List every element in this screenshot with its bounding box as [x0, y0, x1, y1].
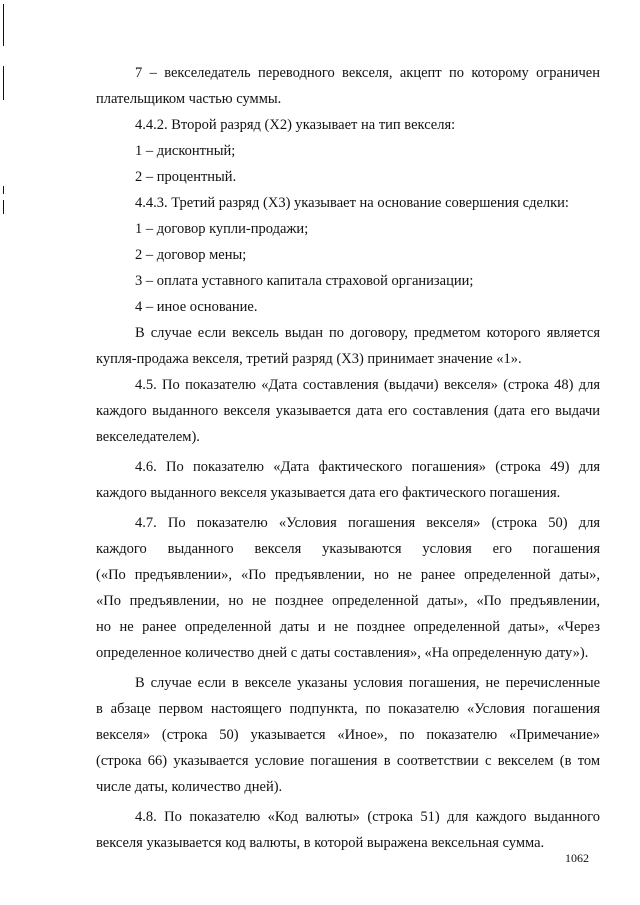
page-number: 1062: [565, 851, 589, 865]
text-line: (строка 66) указывается условие погашения в соответствии с векселем (в том: [96, 753, 600, 769]
text-line: в абзаце первом настоящего подпункта, по показателю «Условия погашения: [96, 701, 600, 717]
text-line: 4.6. По показателю «Дата фактического погашения» (строка 49) для: [135, 459, 600, 475]
text-line: «По предъявлении, но не позднее определенной даты», «По предъявлении,: [96, 593, 600, 609]
text-line: плательщиком частью суммы.: [96, 91, 282, 107]
margin-mark: [3, 200, 4, 214]
text-line: 7 – векселедатель переводного векселя, акцепт по которому ограничен: [135, 65, 600, 81]
text-line: 4 – иное основание.: [135, 299, 258, 315]
text-line: купля-продажа векселя, третий разряд (Х3) принимает значение «1».: [96, 351, 522, 367]
text-line: векселедателем).: [96, 429, 200, 445]
text-line: 4.4.2. Второй разряд (Х2) указывает на тип векселя:: [135, 117, 456, 133]
text-line: 2 – процентный.: [135, 169, 237, 185]
text-line: определенное количество дней с даты составления», «На определенную дату»).: [96, 645, 589, 661]
text-line: каждого выданного векселя указывается дата его фактического погашения.: [96, 485, 561, 501]
text-line: каждого выданного векселя указывается дата его составления (дата его выдачи: [96, 403, 600, 419]
text-line: числе даты, количество дней).: [96, 779, 283, 795]
text-line: каждого выданного векселя указываются условия его погашения: [96, 541, 600, 557]
text-line: 1 – договор купли-продажи;: [135, 221, 309, 237]
text-line: 4.8. По показателю «Код валюты» (строка 51) для каждого выданного: [135, 809, 600, 825]
text-line: векселя» (строка 50) указывается «Иное», по показателю «Примечание»: [96, 727, 600, 743]
text-line: 4.7. По показателю «Условия погашения векселя» (строка 50) для: [135, 515, 600, 531]
text-line: В случае если вексель выдан по договору, предметом которого является: [135, 325, 600, 341]
margin-mark: [3, 186, 4, 194]
text-line: 3 – оплата уставного капитала страховой организации;: [135, 273, 474, 289]
text-line: но не ранее определенной даты и не позднее определенной даты», «Через: [96, 619, 600, 635]
text-line: 2 – договор мены;: [135, 247, 247, 263]
body-text: [96, 60, 600, 856]
text-line: («По предъявлении», «По предъявлении, но не ранее определенной даты»,: [96, 567, 600, 583]
text-line: 4.5. По показателю «Дата составления (выдачи) векселя» (строка 48) для: [135, 377, 600, 393]
margin-mark: [3, 4, 4, 46]
text-line: 1 – дисконтный;: [135, 143, 236, 159]
margin-mark: [3, 66, 4, 100]
text-line: векселя указывается код валюты, в которой выражена вексельная сумма.: [96, 835, 545, 851]
text-line: 4.4.3. Третий разряд (Х3) указывает на основание совершения сделки:: [135, 195, 569, 211]
text-line: В случае если в векселе указаны условия погашения, не перечисленные: [135, 675, 600, 691]
